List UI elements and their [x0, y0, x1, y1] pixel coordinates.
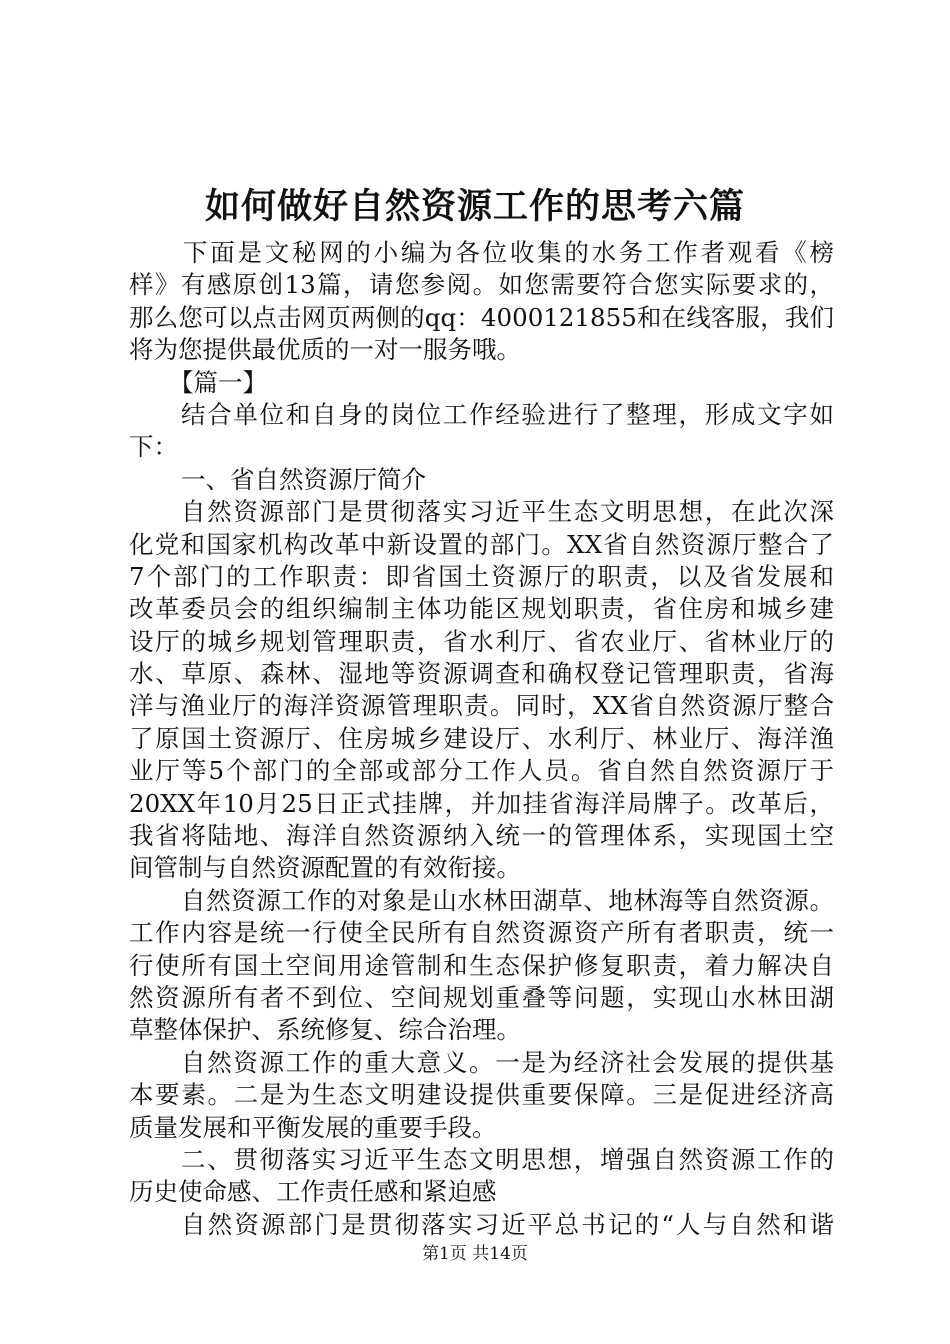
paragraph-line: 一、省自然资源厅简介: [181, 464, 426, 494]
paragraph-line: 历史使命感、工作责任感和紧迫感: [129, 1177, 497, 1207]
paragraph-line: 草整体保护、系统修复、综合治理。: [129, 1015, 521, 1045]
paragraph-line: 工作内容是统一行使全民所有自然资源资产所有者职责，统一: [129, 918, 834, 948]
paragraph-line: 二、贯彻落实习近平生态文明思想，增强自然资源工作的: [181, 1144, 834, 1174]
paragraph-line: 下：: [129, 432, 178, 462]
paragraph-line: 下面是文秘网的小编为各位收集的水务工作者观看《榜: [183, 238, 834, 267]
page-footer: 第1页 共14页: [422, 1244, 528, 1264]
paragraph-line: 改革委员会的组织编制主体功能区规划职责，省住房和城乡建: [129, 594, 834, 624]
paragraph-line: 化党和国家机构改革中新设置的部门。XX省自然资源厅整合了: [129, 529, 834, 559]
paragraph-line: 水、草原、森林、湿地等资源调查和确权登记管理职责，省海: [129, 659, 834, 689]
paragraph-line: 行使所有国土空间用途管制和生态保护修复职责，着力解决自: [129, 950, 834, 980]
paragraph-line: 自然资源工作的对象是山水林田湖草、地林海等自然资源。: [181, 885, 834, 915]
paragraph-line: 自然资源工作的重大意义。一是为经济社会发展的提供基: [181, 1047, 834, 1077]
document-title: 如何做好自然资源工作的思考六篇: [204, 186, 745, 227]
paragraph-line: 间管制与自然资源配置的有效衔接。: [129, 853, 521, 883]
paragraph-line: 洋与渔业厅的海洋资源管理职责。同时，XX省自然资源厅整合: [129, 691, 834, 721]
paragraph-line: 【篇一】: [169, 367, 267, 397]
paragraph-line: 业厅等5个部门的全部或部分工作人员。省自然自然资源厅于: [129, 756, 834, 786]
paragraph-line: 那么您可以点击网页两侧的qq：4000121855和在线客服，我们: [129, 302, 834, 332]
paragraph-line: 样》有感原创13篇，请您参阅。如您需要符合您实际要求的，: [129, 270, 834, 300]
paragraph-line: 20XX年10月25日正式挂牌，并加挂省海洋局牌子。改革后，: [129, 788, 834, 818]
paragraph-line: 本要素。二是为生态文明建设提供重要保障。三是促进经济高: [129, 1080, 834, 1110]
paragraph-line: 结合单位和自身的岗位工作经验进行了整理，形成文字如: [181, 399, 834, 429]
paragraph-line: 了原国土资源厅、住房城乡建设厅、水利厅、林业厅、海洋渔: [129, 723, 834, 753]
paragraph-line: 设厅的城乡规划管理职责，省水利厅、省农业厅、省林业厅的: [129, 626, 834, 656]
paragraph-line: 自然资源部门是贯彻落实习近平生态文明思想，在此次深: [181, 497, 834, 527]
paragraph-line: 质量发展和平衡发展的重要手段。: [129, 1112, 497, 1142]
paragraph-line: 我省将陆地、海洋自然资源纳入统一的管理体系，实现国土空: [129, 821, 834, 851]
paragraph-line: 7个部门的工作职责：即省国土资源厅的职责，以及省发展和: [129, 561, 834, 591]
document-body: [129, 237, 834, 1241]
paragraph-line: 然资源所有者不到位、空间规划重叠等问题，实现山水林田湖: [129, 982, 834, 1012]
paragraph-line: 自然资源部门是贯彻落实习近平总书记的“人与自然和谐: [181, 1209, 834, 1239]
paragraph-line: 将为您提供最优质的一对一服务哦。: [129, 335, 521, 365]
